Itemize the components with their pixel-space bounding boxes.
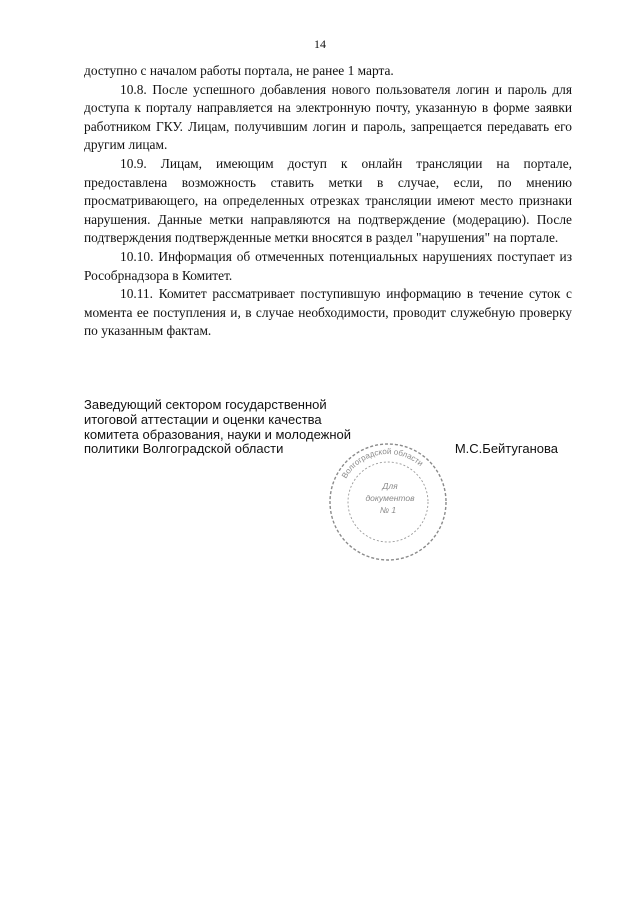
page-number: 14 bbox=[314, 37, 326, 51]
signer-title-line: итоговой аттестации и оценки качества bbox=[84, 411, 322, 427]
stamp-ring-text: Волгоградской области bbox=[339, 446, 425, 480]
signer-title-line: политики Волгоградской области bbox=[84, 441, 284, 457]
signer-title-line: Заведующий сектором государственной bbox=[84, 397, 327, 412]
signer-title-line: комитета образования, науки и молодежной bbox=[84, 426, 352, 442]
paragraph-continuation: доступно с началом работы портала, не ранее 1 марта. bbox=[84, 63, 394, 78]
signer-name: М.С.Бейтуганова bbox=[454, 441, 558, 457]
stamp-center-line: Для bbox=[382, 481, 398, 491]
document-body bbox=[84, 62, 572, 341]
paragraph-10-11: 10.11. Комитет рассматривает поступившую информацию в течение суток с момента ее поступления и, в случае необходимости, проводит служебную проверку по указанным фактам. bbox=[84, 286, 572, 339]
paragraph-10-8: 10.8. После успешного добавления нового пользователя логин и пароль для доступа к порталу направляется на электронную почту, указанную в форме заявки работником ГКУ. Лицам, получившим логин и пароль, запрещается передавать его другим лицам. bbox=[84, 81, 572, 153]
stamp-center-line: документов bbox=[365, 493, 415, 503]
stamp-center-line: № 1 bbox=[379, 505, 397, 515]
paragraph-10-10: 10.10. Информация об отмеченных потенциальных нарушениях поступает из Рособрнадзора в Комитет. bbox=[84, 248, 572, 283]
official-stamp bbox=[327, 441, 449, 563]
svg-text:Волгоградской области bbox=[340, 447, 425, 480]
paragraph-10-9: 10.9. Лицам, имеющим доступ к онлайн трансляции на портале, предоставлена возможность ставить метки в случае, если, по мнению просматривающего, на определенных отрезках трансляции имеют место признаки нарушения. Данные метки направляются на подтверждение (модерацию). После подтверждения подтвержденные метки вносятся в раздел "нарушения" на портале. bbox=[84, 155, 572, 246]
